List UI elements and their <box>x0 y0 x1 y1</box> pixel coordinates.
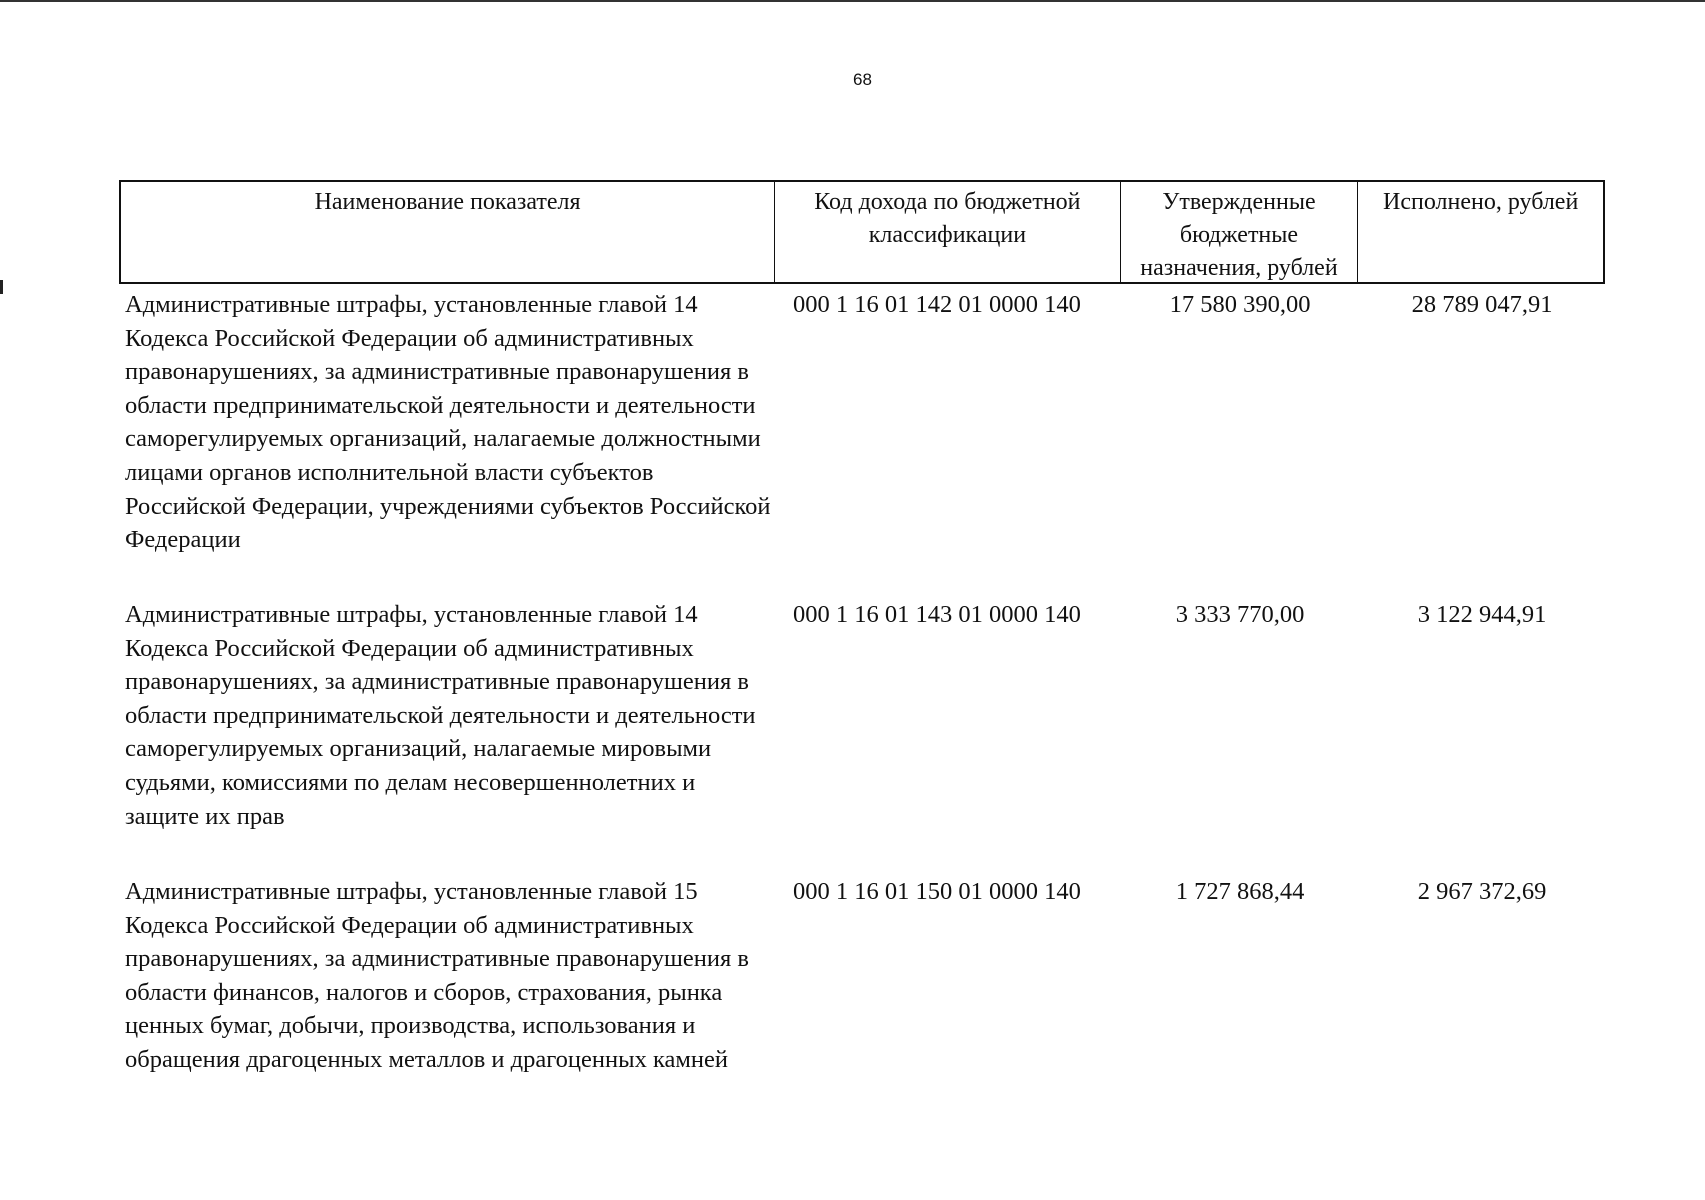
row-income-code: 000 1 16 01 150 01 0000 140 <box>793 878 1081 905</box>
table-header <box>119 180 1605 284</box>
row-approved-amount: 1 727 868,44 <box>1175 878 1305 905</box>
scan-edge-mark <box>0 280 3 294</box>
row-executed-amount: 2 967 372,69 <box>1417 878 1547 905</box>
row-indicator-name: Административные штрафы, установленные главой 14 Кодекса Российской Федерации об административных правонарушениях, за административные правонарушения в области предпринимательской деятельности и деятельности саморегулируемых организаций, налагаемые должностными лицами органов исполнительной власти субъектов Российской Федерации, учреждениями субъектов Российской Федерации <box>125 291 771 554</box>
row-indicator-name: Административные штрафы, установленные главой 15 Кодекса Российской Федерации об административных правонарушениях, за административные правонарушения в области финансов, налогов и сборов, страхования, рынка ценных бумаг, добычи, производства, использования и обращения драгоценных металлов и драгоценных камней <box>125 878 749 1073</box>
table-row <box>119 288 1605 598</box>
header-income-code: Код дохода по бюджетной классификации <box>774 182 1120 282</box>
row-executed-amount: 3 122 944,91 <box>1417 601 1547 628</box>
header-executed-amount: Исполнено, рублей <box>1357 182 1603 282</box>
header-indicator-name: Наименование показателя <box>314 189 581 215</box>
row-executed-amount: 28 789 047,91 <box>1411 291 1553 318</box>
page-number: 68 <box>853 70 872 89</box>
row-approved-amount: 17 580 390,00 <box>1169 291 1311 318</box>
row-income-code: 000 1 16 01 142 01 0000 140 <box>793 291 1081 318</box>
budget-table <box>119 180 1605 1111</box>
header-approved-amount: Утвержденные бюджетные назначения, рублей <box>1120 182 1358 282</box>
row-income-code: 000 1 16 01 143 01 0000 140 <box>793 601 1081 628</box>
table-row <box>119 875 1605 1111</box>
top-border-line <box>0 0 1705 2</box>
row-approved-amount: 3 333 770,00 <box>1175 601 1305 628</box>
table-row <box>119 598 1605 875</box>
row-indicator-name: Административные штрафы, установленные главой 14 Кодекса Российской Федерации об административных правонарушениях, за административные правонарушения в области предпринимательской деятельности и деятельности саморегулируемых организаций, налагаемые мировыми судьями, комиссиями по делам несовершеннолетних и защите их прав <box>125 601 756 830</box>
